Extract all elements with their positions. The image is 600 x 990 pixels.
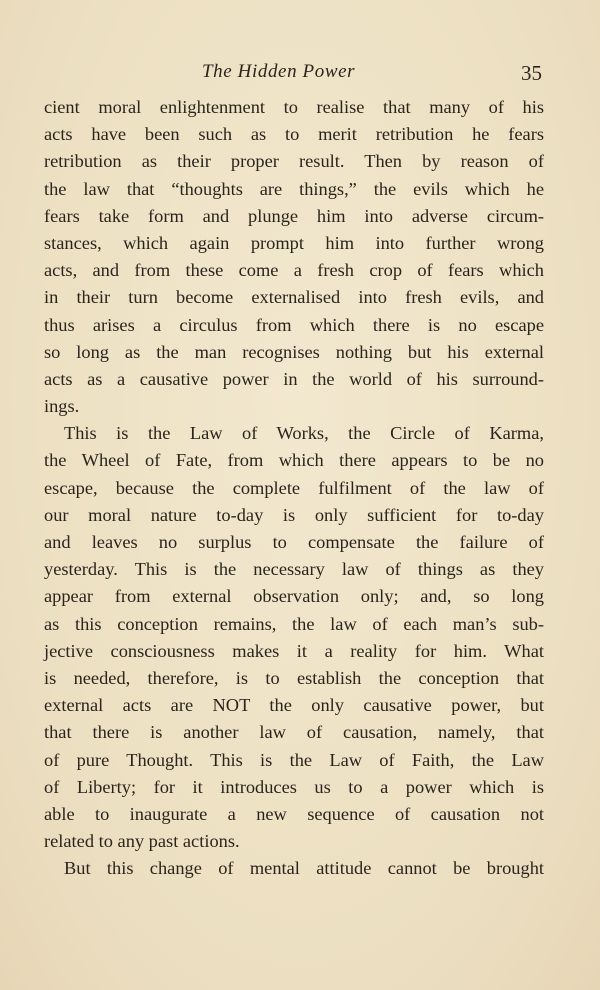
text-line: acts as a causative power in the world of his surround-	[44, 368, 544, 389]
paragraph	[44, 855, 544, 882]
text-line: the law that “thoughts are things,” the evils which he	[44, 178, 544, 199]
running-head	[44, 56, 544, 92]
text-line: ings.	[44, 396, 80, 417]
text-line: retribution as their proper result. Then by reason of	[44, 151, 544, 172]
text-line: acts have been such as to merit retribution he fears	[44, 124, 544, 145]
text-line: But this change of mental attitude cannot be brought	[64, 858, 544, 879]
text-line: appear from external observation only; and, so long	[44, 586, 544, 607]
text-line: as this conception remains, the law of each man’s sub-	[44, 613, 544, 634]
text-line: This is the Law of Works, the Circle of Karma,	[64, 423, 544, 444]
text-line: able to inaugurate a new sequence of causation not	[44, 803, 544, 824]
text-line: so long as the man recognises nothing but his external	[44, 341, 544, 362]
text-line: stances, which again prompt him into further wrong	[44, 232, 544, 253]
text-line: thus arises a circulus from which there is no escape	[44, 314, 544, 335]
text-line: the Wheel of Fate, from which there appears to be no	[44, 450, 544, 471]
text-line: of Liberty; for it introduces us to a power which is	[44, 776, 544, 797]
text-line: related to any past actions.	[44, 831, 240, 852]
text-line: and leaves no surplus to compensate the failure of	[44, 532, 544, 552]
body-text	[44, 94, 544, 882]
text-line: acts, and from these come a fresh crop of fears which	[44, 260, 544, 281]
text-line: is needed, therefore, is to establish the conception that	[44, 667, 544, 688]
text-line: cient moral enlightenment to realise that many of his	[44, 97, 544, 117]
text-line: external acts are NOT the only causative power, but	[44, 695, 544, 716]
text-line: escape, because the complete fulfilment of the law of	[44, 477, 544, 498]
page-number: 35	[521, 61, 542, 85]
running-head-title: The Hidden Power	[202, 61, 356, 82]
text-line: yesterday. This is the necessary law of things as they	[44, 559, 544, 580]
text-line: of pure Thought. This is the Law of Faith, the Law	[44, 749, 544, 770]
text-line: fears take form and plunge him into adverse circum-	[44, 205, 544, 226]
text-line: jective consciousness makes it a reality for him. What	[44, 640, 544, 661]
paragraph	[44, 94, 544, 420]
paragraph	[44, 420, 544, 855]
text-line: that there is another law of causation, namely, that	[44, 722, 544, 743]
text-line: in their turn become externalised into fresh evils, and	[44, 287, 544, 308]
text-line: our moral nature to-day is only sufficient for to-day	[44, 504, 544, 525]
book-page	[44, 56, 544, 882]
